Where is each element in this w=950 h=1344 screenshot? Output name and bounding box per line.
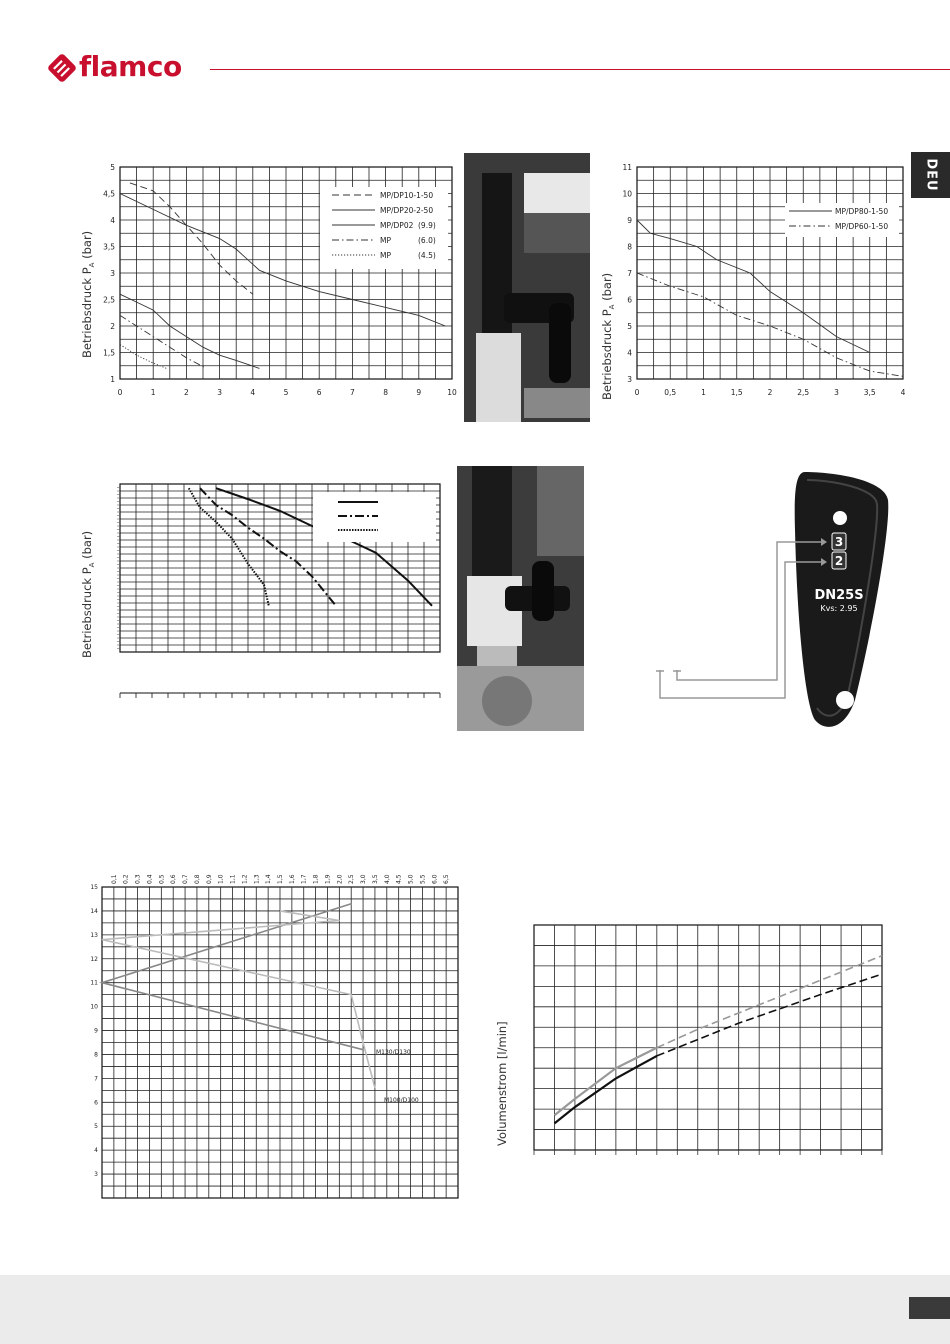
- chart2-ytick: 8: [627, 242, 632, 252]
- chart4-xtick: 1,4: [265, 874, 273, 884]
- chart1-legend-label: MP: [380, 236, 391, 245]
- chart4-xtick: 1,3: [253, 874, 261, 884]
- chart4-xtick: 0,3: [134, 874, 142, 884]
- brand-name: flamco: [79, 50, 182, 83]
- chart4-ytick: 6: [94, 1099, 98, 1107]
- chart5-series-0-solid: [554, 1048, 656, 1116]
- chart4-xtick: 6,5: [443, 874, 451, 884]
- chart1-xtick: 5: [283, 388, 289, 397]
- chart1-series-4: [120, 345, 166, 369]
- chart1-xtick: 6: [316, 388, 322, 397]
- chart4-ytick: 15: [90, 884, 98, 891]
- chart1-ytick: 2,5: [103, 295, 115, 305]
- chart2-xtick: 0,5: [664, 388, 677, 397]
- chart4-xtick: 1,8: [312, 874, 320, 884]
- chart1-series-3: [120, 315, 206, 368]
- chart4-xtick: 3,5: [371, 874, 379, 884]
- chart4-xtick: 3,0: [360, 874, 368, 884]
- chart1-xtick: 7: [350, 388, 355, 397]
- product-photo-2: [457, 466, 584, 731]
- chart4-xtick: 1,6: [288, 874, 296, 884]
- svg-text:2: 2: [834, 554, 844, 568]
- chart4-xtick: 0,4: [146, 874, 154, 884]
- chart1-legend-label: MP/DP10-1-50: [380, 191, 434, 200]
- chart1-ytick: 4: [110, 216, 115, 225]
- chart2-xtick: 1: [701, 388, 706, 397]
- chart1-ytick: 2: [110, 322, 115, 331]
- chart-pressure-loss: [80, 860, 465, 1205]
- chart4-xtick: 1,9: [324, 874, 332, 884]
- chart5-ylabel: Volumenstrom [l/min]: [495, 1021, 509, 1146]
- chart4-xtick: 5,5: [419, 874, 427, 884]
- footer-band: [0, 1275, 950, 1344]
- chart4-xtick: 0,1: [110, 874, 118, 884]
- chart2-ytick: 10: [622, 189, 632, 199]
- chart4-ytick: 4: [94, 1147, 98, 1155]
- chart4-xtick: 6,0: [431, 874, 439, 884]
- chart4-xtick: 0,5: [158, 874, 166, 884]
- chart4-ytick: 13: [90, 931, 98, 939]
- chart1-legend-label: MP: [380, 251, 391, 260]
- chart1-legend-label: MP/DP20-2-50: [380, 206, 434, 215]
- chart1-series-0: [130, 183, 253, 294]
- chart4-xtick: 1,2: [241, 874, 249, 884]
- chart4-xtick: 0,7: [182, 874, 190, 884]
- chart1-xtick: 1: [150, 388, 156, 397]
- chart-pressure-2: [598, 158, 913, 408]
- svg-text:3: 3: [834, 535, 844, 549]
- chart2-ytick: 7: [627, 269, 632, 278]
- series-label-m130: M130/D130: [376, 1049, 411, 1056]
- chart2-ytick: 9: [627, 216, 632, 225]
- chart2-ytick: 3: [627, 375, 632, 384]
- chart1-legend-extra: (9.9): [418, 221, 436, 230]
- chart4-ytick: 12: [90, 955, 98, 963]
- chart2-ytick: 11: [622, 163, 632, 172]
- balancing-valve-handle: [655, 470, 895, 735]
- chart-pressure-1: [78, 158, 458, 408]
- chart2-legend-label: MP/DP80-1-50: [835, 207, 889, 216]
- chart5-frame: [534, 925, 882, 1150]
- chart2-ytick: 5: [627, 322, 632, 331]
- photo-2-illustration: [457, 466, 584, 731]
- chart4-series-1: [102, 911, 375, 1088]
- chart1-xtick: 10: [447, 388, 457, 397]
- chart1-ytick: 1,5: [103, 348, 115, 358]
- chart1-legend-extra: (6.0): [418, 236, 436, 245]
- chart-pressure-3: [78, 478, 448, 708]
- chart1-xtick: 0: [117, 388, 123, 397]
- chart4-xtick: 1,5: [277, 874, 284, 884]
- chart4-xtick: 1,7: [300, 874, 308, 884]
- language-tab: [911, 152, 950, 198]
- chart2-xtick: 3,5: [863, 388, 876, 397]
- chart4-xtick: 1,1: [229, 874, 237, 884]
- chart1-xtick: 9: [416, 388, 422, 397]
- chart2-xtick: 3: [834, 388, 839, 397]
- chart2-ylabel: Betriebsdruck $P_A$ (bar): [600, 272, 616, 400]
- chart1-ytick: 1: [110, 375, 115, 384]
- chart4-ytick: 8: [94, 1051, 98, 1059]
- chart1-ytick: 3,5: [103, 242, 115, 252]
- chart4-ytick: 7: [94, 1075, 98, 1083]
- series-label-m100: M100/D100: [384, 1097, 419, 1104]
- chart4-xtick: 0,9: [205, 874, 213, 884]
- photo-1-illustration: [464, 153, 590, 422]
- chart4-ytick: 3: [94, 1171, 98, 1179]
- chart1-xtick: 8: [383, 388, 388, 397]
- chart1-legend-label: MP/DP02: [380, 221, 414, 230]
- header-rule: [210, 69, 950, 70]
- chart2-xtick: 2: [767, 388, 773, 397]
- language-label: DEU: [923, 158, 938, 192]
- chart1-ylabel: Betriebsdruck $P_A$ (bar): [80, 230, 96, 358]
- product-photo-1: [464, 153, 590, 422]
- page-number-tab: [909, 1297, 950, 1319]
- chart1-ytick: 3: [110, 269, 115, 278]
- chart4-xtick: 0,8: [193, 874, 201, 884]
- chart4-ytick: 11: [90, 979, 98, 987]
- chart1-xtick: 4: [250, 388, 256, 397]
- chart4-ytick: 10: [90, 1003, 98, 1011]
- chart4-ytick: 14: [90, 907, 98, 915]
- chart4-xtick: 2,0: [336, 874, 344, 884]
- handle-hole-top: [833, 511, 847, 525]
- device-model: DN25S: [814, 588, 864, 603]
- chart1-xtick: 2: [184, 388, 189, 397]
- chart2-xtick: 4: [900, 388, 906, 397]
- chart4-xtick: 4,5: [395, 874, 403, 884]
- chart4-xtick: 4,0: [383, 874, 391, 884]
- chart3-ylabel: Betriebsdruck $P_A$ (bar): [80, 530, 96, 658]
- chart2-ytick: 4: [627, 348, 632, 358]
- device-kvs: Kvs: 2.95: [820, 604, 858, 613]
- chart1-legend-extra: (4.5): [418, 251, 436, 260]
- chart1-xtick: 3: [217, 388, 222, 397]
- chart2-xtick: 1,5: [730, 388, 743, 397]
- chart4-xtick: 1,0: [217, 874, 225, 884]
- chart1-ytick: 5: [110, 163, 115, 172]
- chart2-ytick: 6: [627, 295, 632, 305]
- chart1-ytick: 4,5: [103, 189, 115, 199]
- chart2-xtick: 0: [634, 388, 640, 397]
- chart4-xtick: 2,5: [348, 874, 356, 884]
- chart2-legend-label: MP/DP60-1-50: [835, 222, 889, 231]
- chart4-xtick: 5,0: [407, 874, 415, 884]
- chart4-xtick: 0,6: [170, 874, 178, 884]
- chart5-series-0-dashed: [657, 956, 882, 1048]
- handle-hole-bottom: [836, 691, 854, 709]
- chart4-ytick: 9: [94, 1027, 98, 1035]
- flamco-logo: [44, 48, 80, 88]
- chart-flow-rate: [492, 920, 892, 1160]
- chart2-xtick: 2,5: [797, 388, 810, 397]
- chart5-series-1-solid: [554, 1056, 656, 1124]
- chart4-xtick: 0,2: [122, 874, 130, 884]
- chart4-ytick: 5: [94, 1123, 98, 1131]
